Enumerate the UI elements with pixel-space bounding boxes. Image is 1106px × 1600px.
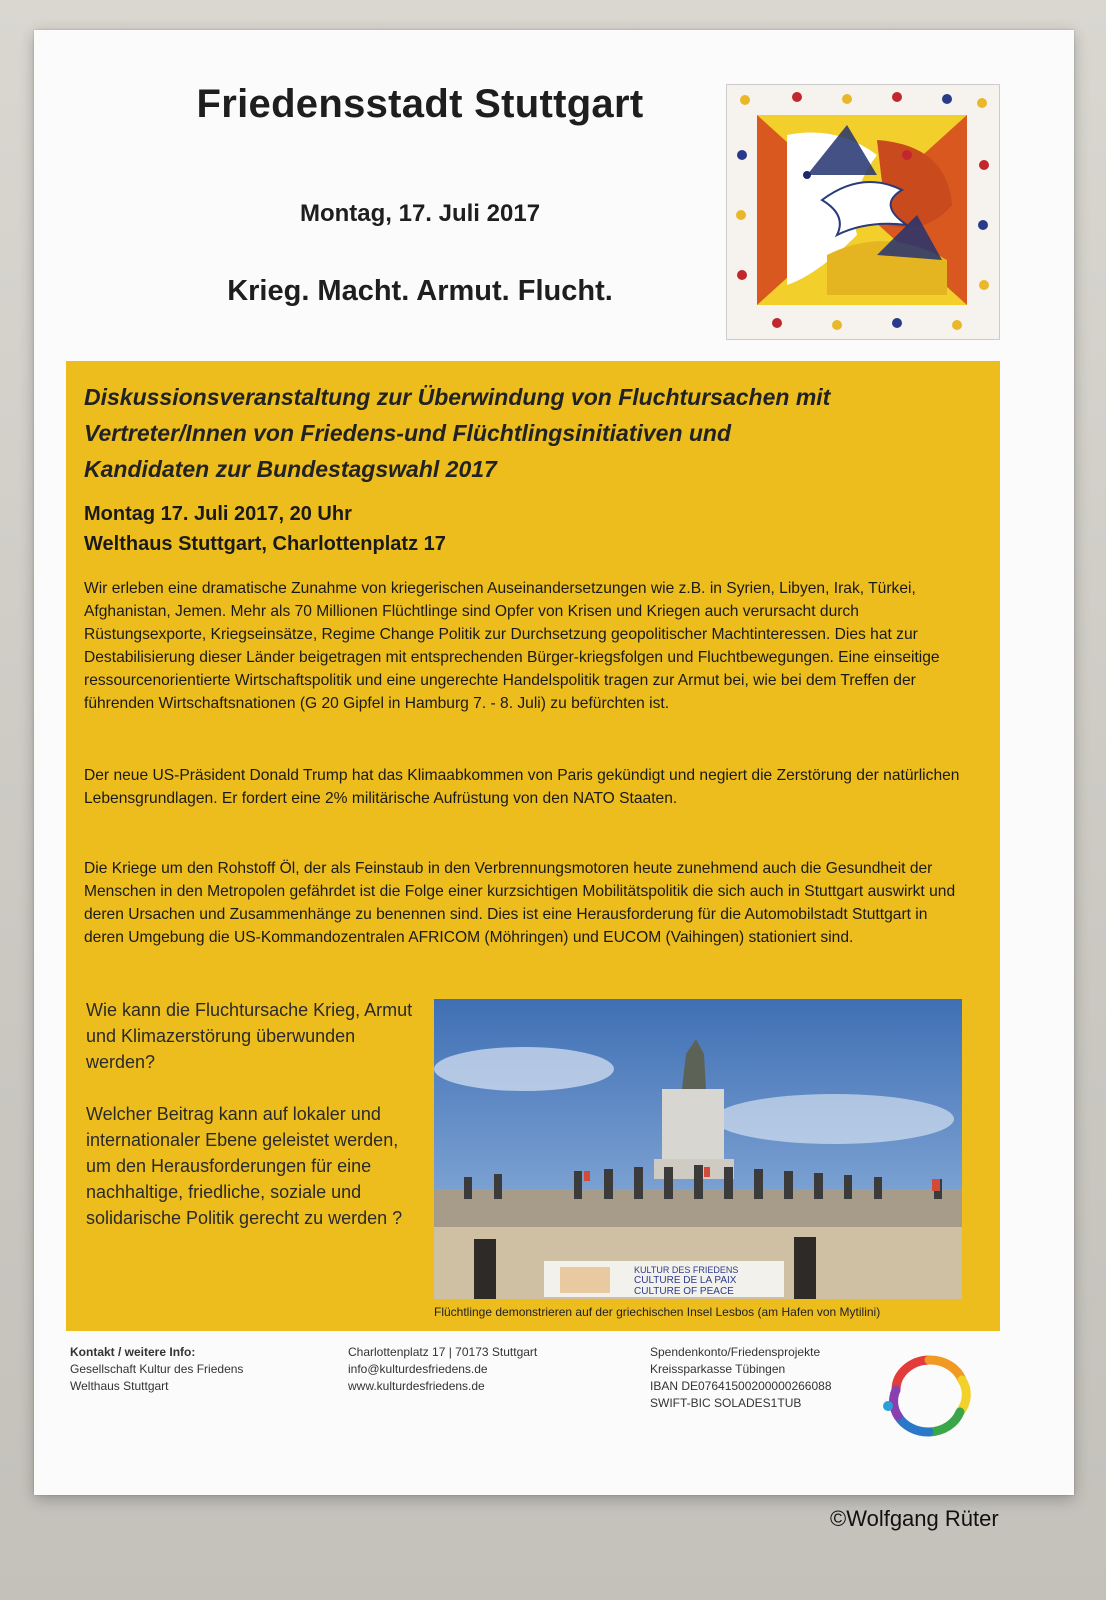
email-link[interactable]: info@kulturdesfriedens.de bbox=[348, 1362, 488, 1376]
footer-bank bbox=[650, 1344, 880, 1412]
logo-icon bbox=[876, 1350, 982, 1444]
body-paragraph: Die Kriege um den Rohstoff Öl, der als Feinstaub in den Verbrennungsmotoren heute zunehmend auch die Gesundheit der Menschen in den Metropolen gefährdet ist die Folge einer kurzsichtigen Mobilitätspolitik die sich auch in Stuttgart auswirkt und deren Ursachen und Zusammenhänge zu benennen sind. Dies ist eine Herausforderung für die Automobilstadt Stuttgart in deren Umgebung die US-Kommandozentralen AFRICOM (Möhringen) und EUCOM (Vaihingen) stationiert sind. bbox=[84, 860, 956, 946]
bank-line: SWIFT-BIC SOLADES1TUB bbox=[650, 1396, 802, 1410]
event-info-box bbox=[66, 361, 1000, 1331]
contact-line: Welthaus Stuttgart bbox=[70, 1379, 169, 1393]
page-title: Friedensstadt Stuttgart bbox=[196, 82, 644, 126]
event-headline bbox=[84, 379, 974, 487]
lesbos-protest-illustration bbox=[434, 999, 962, 1299]
event-location: Welthaus Stuttgart, Charlottenplatz 17 bbox=[84, 533, 446, 555]
discussion-questions bbox=[86, 997, 426, 1257]
copyright-notice: ©Wolfgang Rüter bbox=[830, 1506, 999, 1531]
footer-address bbox=[348, 1344, 608, 1395]
address-line: Charlottenplatz 17 | 70173 Stuttgart bbox=[348, 1345, 538, 1359]
headline-line: Vertreter/Innen von Friedens-und Flüchtlingsinitiativen und bbox=[84, 420, 732, 446]
question: Welcher Beitrag kann auf lokaler und internationaler Ebene geleistet werden, um den Herausforderungen für eine nachhaltige, friedliche, soziale und solidarische Politik gerecht zu werden ? bbox=[86, 1104, 403, 1228]
event-date: Montag, 17. Juli 2017 bbox=[299, 200, 541, 227]
bank-line: IBAN DE07641500200000266088 bbox=[650, 1379, 832, 1393]
picasso-poster-image bbox=[726, 84, 1000, 340]
photo-caption: Flüchtlinge demonstrieren auf der griechischen Insel Lesbos (am Hafen von Mytilini) bbox=[434, 1305, 881, 1319]
headline-line: Kandidaten zur Bundestagswahl 2017 bbox=[84, 456, 497, 482]
event-details bbox=[84, 499, 784, 559]
headline-line: Diskussionsveranstaltung zur Überwindung von Fluchtursachen mit bbox=[84, 384, 831, 410]
bank-line: Kreissparkasse Tübingen bbox=[650, 1362, 786, 1376]
website-link[interactable]: www.kulturdesfriedens.de bbox=[348, 1379, 485, 1393]
banner-text: KULTUR DES FRIEDENS bbox=[634, 1265, 739, 1275]
demonstration-photo bbox=[434, 999, 962, 1299]
footer-contact bbox=[70, 1344, 310, 1395]
event-datetime: Montag 17. Juli 2017, 20 Uhr bbox=[84, 503, 352, 525]
contact-line: Gesellschaft Kultur des Friedens bbox=[70, 1362, 244, 1376]
body-paragraph: Der neue US-Präsident Donald Trump hat das Klimaabkommen von Paris gekündigt und negiert die Zerstörung der natürlichen Lebensgrundlagen. Er fordert eine 2% militärische Aufrüstung von den NATO Staaten. bbox=[84, 767, 960, 807]
question: Wie kann die Fluchtursache Krieg, Armut und Klimazerstörung überwunden werden? bbox=[86, 1000, 413, 1072]
dove-faces-illustration bbox=[727, 85, 999, 339]
banner-text: CULTURE OF PEACE bbox=[634, 1286, 734, 1297]
contact-heading: Kontakt / weitere Info: bbox=[70, 1345, 196, 1359]
banner-text: CULTURE DE LA PAIX bbox=[634, 1275, 737, 1286]
slogan: Krieg. Macht. Armut. Flucht. bbox=[227, 275, 613, 307]
body-paragraph: Wir erleben eine dramatische Zunahme von kriegerischen Auseinandersetzungen wie z.B. in Syrien, Libyen, Irak, Türkei, Afghanistan, Jemen. Mehr als 70 Millionen Flüchtlinge sind Opfer von Krisen und Kriegen auch verursacht durch Rüstungsexporte, Kriegseinsätze, Regime Change Politik zur Durchsetzung geopolitischer Machtinteressen. Dies hat zur Destabilisierung dieser Länder beigetragen mit entsprechenden Bürger-kriegsfolgen und Fluchtbewegungen. Eine einseitige ressourcenorientierte Wirtschaftspolitik und eine ungerechte Handelspolitik tragen zur Armut bei, wie bei dem Treffen der führenden Wirtschaftsnationen (G 20 Gipfel in Hamburg 7. - 8. Juli) zu befürchten ist. bbox=[84, 580, 940, 712]
bank-line: Spendenkonto/Friedensprojekte bbox=[650, 1345, 821, 1359]
rainbow-ring-logo bbox=[876, 1350, 982, 1444]
